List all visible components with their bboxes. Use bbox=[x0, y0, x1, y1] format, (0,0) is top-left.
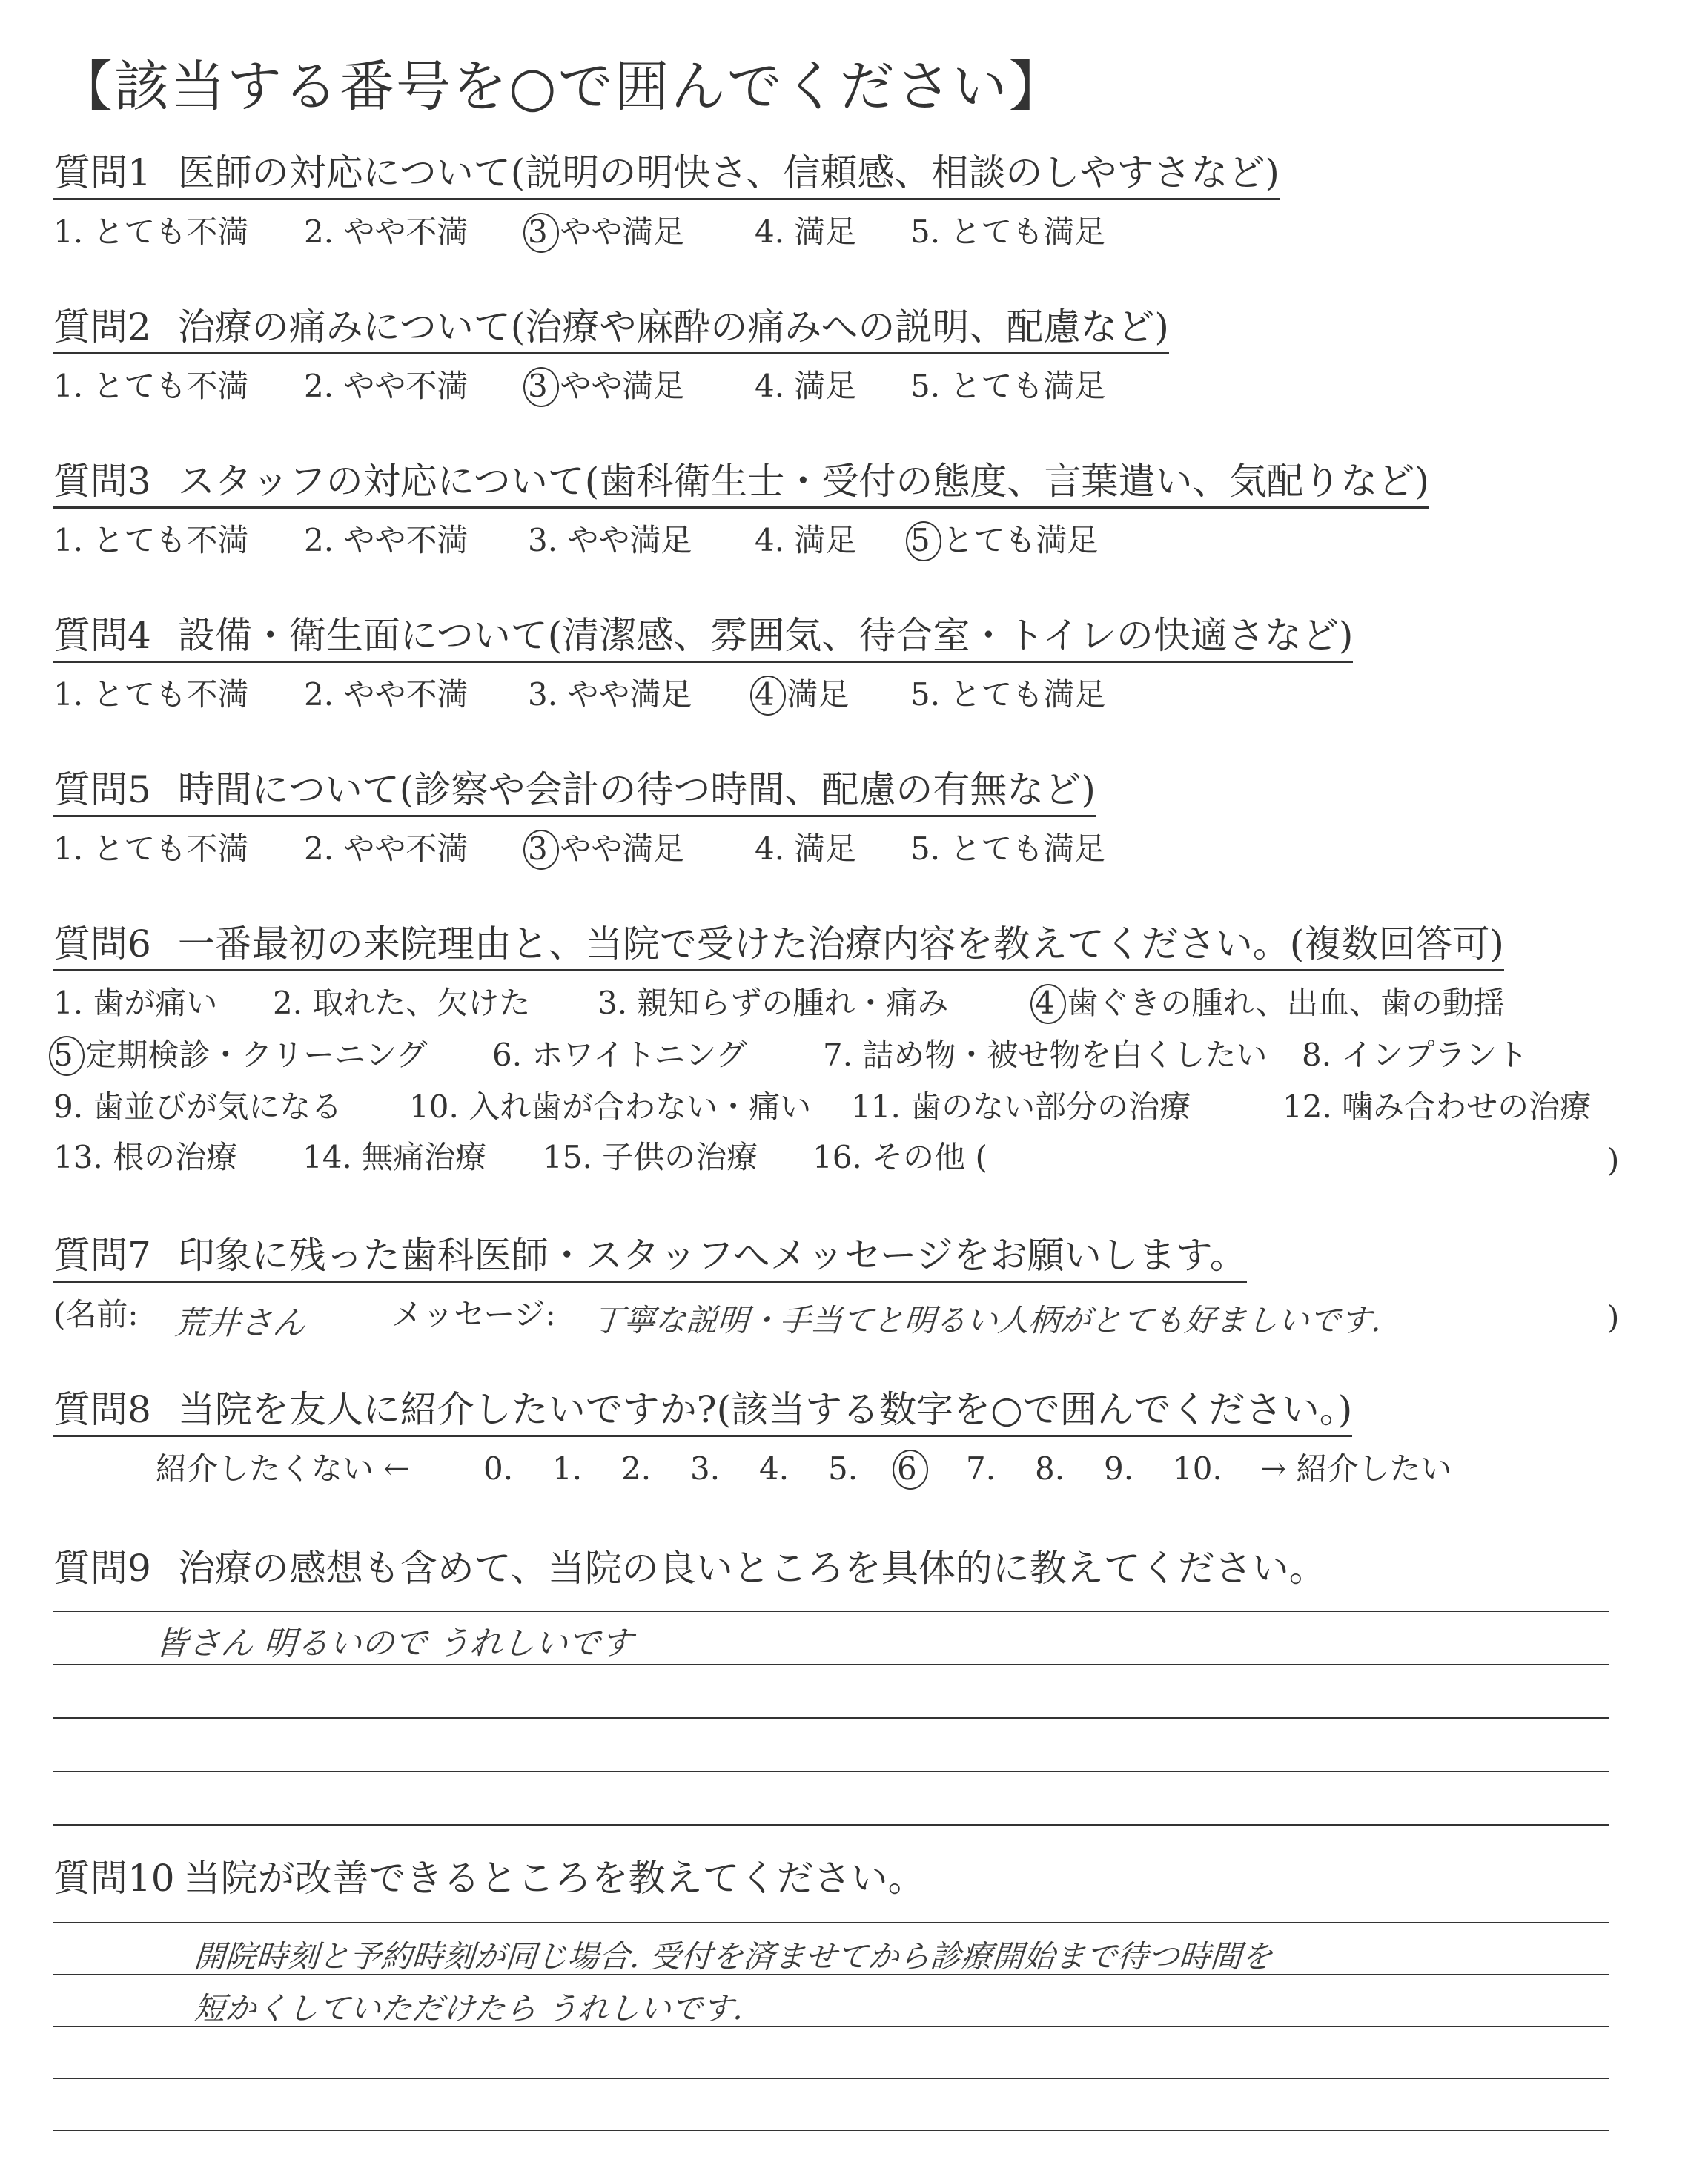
option-label: やや満足 bbox=[550, 830, 685, 867]
question-4-heading bbox=[53, 615, 1353, 663]
option-4 bbox=[755, 368, 857, 404]
option-label: とても不満 bbox=[83, 522, 249, 558]
option-label: とても不満 bbox=[83, 676, 249, 713]
question-5-heading bbox=[53, 769, 1096, 817]
q8-right-label: → 紹介したい bbox=[1260, 1450, 1452, 1487]
question-1-heading bbox=[53, 152, 1280, 200]
question-10-heading bbox=[53, 1857, 925, 1903]
q6-option bbox=[543, 1139, 758, 1175]
q6-option bbox=[1282, 1091, 1591, 1123]
q8-scale-7 bbox=[966, 1450, 996, 1487]
option-label: やや満足 bbox=[557, 522, 692, 558]
q6-option bbox=[851, 1091, 1191, 1123]
answer-line bbox=[53, 1974, 1609, 1975]
option-number: 5. bbox=[910, 214, 941, 250]
option-number: 4. bbox=[755, 368, 785, 404]
option-number: 2. bbox=[304, 214, 334, 250]
option-label: 歯が痛い bbox=[83, 985, 218, 1021]
option-number: 3 bbox=[528, 833, 550, 865]
option-number: 14. bbox=[302, 1139, 352, 1175]
option-number: 8. bbox=[1302, 1037, 1332, 1073]
question-3-heading bbox=[53, 460, 1429, 509]
option-number: 5. bbox=[828, 1450, 858, 1487]
option-number: 4. bbox=[755, 214, 785, 250]
option-label: とても不満 bbox=[83, 214, 249, 250]
q6-option bbox=[598, 985, 949, 1021]
option-2 bbox=[304, 368, 469, 404]
option-number: 3 bbox=[528, 371, 550, 402]
option-label: とても満足 bbox=[940, 368, 1106, 404]
option-label: 歯のない部分の治療 bbox=[900, 1089, 1191, 1125]
q6-option bbox=[409, 1091, 811, 1123]
option-label: 親知らずの腫れ・痛み bbox=[627, 985, 949, 1021]
option-number: 10. bbox=[409, 1089, 459, 1125]
option-label: 歯ぐきの腫れ、出血、歯の動揺 bbox=[1057, 985, 1505, 1021]
q6-option bbox=[1035, 985, 1505, 1021]
option-label: とても不満 bbox=[83, 368, 249, 404]
q6-option bbox=[53, 1091, 342, 1123]
option-label: やや不満 bbox=[334, 676, 469, 713]
question-text: 当院を友人に紹介したいですか?(該当する数字を○で囲んでください。) bbox=[177, 1388, 1353, 1431]
q8-scale-5 bbox=[828, 1450, 858, 1487]
option-number: 10. bbox=[1173, 1450, 1222, 1487]
q8-scale-10 bbox=[1173, 1450, 1222, 1487]
option-number: 3. bbox=[528, 522, 558, 558]
q8-scale-9 bbox=[1104, 1450, 1134, 1487]
question-number: 質問5 bbox=[53, 768, 151, 811]
q8-scale-1 bbox=[552, 1450, 583, 1487]
option-number: 5. bbox=[910, 368, 941, 404]
option-4 bbox=[755, 830, 857, 867]
option-number: 5. bbox=[910, 676, 941, 713]
q8-scale-2 bbox=[621, 1450, 652, 1487]
answer-line bbox=[53, 2078, 1609, 2079]
option-label: やや満足 bbox=[557, 676, 692, 713]
option-label: 根の治療 bbox=[102, 1139, 238, 1175]
q6-option bbox=[273, 985, 531, 1021]
answer-line bbox=[53, 2130, 1609, 2131]
option-label: とても満足 bbox=[940, 676, 1106, 713]
option-4 bbox=[755, 676, 850, 713]
option-label: 満足 bbox=[784, 368, 857, 404]
q7-message-label: メッセージ: bbox=[391, 1296, 556, 1332]
option-5 bbox=[910, 830, 1106, 867]
option-label: やや不満 bbox=[334, 830, 469, 867]
option-number: 4. bbox=[755, 830, 785, 867]
q8-scale-8 bbox=[1035, 1450, 1065, 1487]
option-label: 満足 bbox=[784, 522, 857, 558]
question-text: 印象に残った歯科医師・スタッフへメッセージをお願いします。 bbox=[177, 1234, 1247, 1277]
option-label: とても満足 bbox=[940, 214, 1106, 250]
question-number: 質問6 bbox=[53, 922, 151, 965]
option-number: 4. bbox=[755, 522, 785, 558]
option-label: 満足 bbox=[784, 214, 857, 250]
option-label: 詰め物・被せ物を白くしたい bbox=[853, 1037, 1268, 1073]
question-number: 質問10 bbox=[53, 1857, 175, 1900]
option-number: 1. bbox=[53, 676, 84, 713]
option-number: 1. bbox=[53, 214, 84, 250]
option-2 bbox=[304, 214, 469, 250]
q8-left-label: 紹介したくない ← bbox=[156, 1450, 410, 1487]
option-2 bbox=[304, 522, 469, 558]
option-label: 子供の治療 bbox=[592, 1139, 758, 1175]
question-number: 質問1 bbox=[53, 151, 151, 194]
question-7-heading bbox=[53, 1235, 1247, 1283]
option-label: その他 ( bbox=[861, 1139, 987, 1175]
option-1 bbox=[53, 522, 249, 558]
option-4 bbox=[755, 214, 857, 250]
option-2 bbox=[304, 830, 469, 867]
question-text: 治療の感想も含めて、当院の良いところを具体的に教えてください。 bbox=[177, 1547, 1326, 1590]
question-number: 質問3 bbox=[53, 460, 151, 503]
q10-answer-line-2: 短かくしていただけたら うれしいです. bbox=[193, 1990, 745, 2027]
option-number: 7. bbox=[966, 1450, 996, 1487]
question-number: 質問2 bbox=[53, 305, 151, 349]
option-number: 4. bbox=[759, 1450, 790, 1487]
option-3 bbox=[528, 676, 692, 713]
question-number: 質問9 bbox=[53, 1547, 151, 1590]
option-number: 11. bbox=[851, 1089, 901, 1125]
q6-option bbox=[302, 1139, 487, 1175]
option-1 bbox=[53, 676, 249, 713]
answer-line bbox=[53, 1824, 1609, 1826]
q8-scale-3 bbox=[690, 1450, 721, 1487]
option-5 bbox=[910, 368, 1106, 404]
option-number: 15. bbox=[543, 1139, 592, 1175]
q7-name-label: (名前: bbox=[53, 1296, 139, 1332]
question-text: 一番最初の来院理由と、当院で受けた治療内容を教えてください。(複数回答可) bbox=[177, 922, 1504, 965]
question-8-heading bbox=[53, 1389, 1352, 1437]
option-number: 9. bbox=[1104, 1450, 1134, 1487]
answer-line bbox=[53, 1771, 1609, 1772]
question-6-heading bbox=[53, 923, 1504, 971]
option-number: 1. bbox=[53, 985, 84, 1021]
question-number: 質問7 bbox=[53, 1234, 151, 1277]
option-label: 無痛治療 bbox=[351, 1139, 487, 1175]
answer-line bbox=[53, 2026, 1609, 2027]
option-5 bbox=[910, 214, 1106, 250]
option-label: 定期検診・クリーニング bbox=[76, 1037, 428, 1073]
q6-option bbox=[1302, 1037, 1529, 1073]
option-number: 13. bbox=[53, 1139, 103, 1175]
q6-option bbox=[53, 1139, 238, 1175]
option-number: 2. bbox=[304, 368, 334, 404]
option-number: 3. bbox=[690, 1450, 721, 1487]
option-5 bbox=[910, 522, 1099, 558]
option-label: 満足 bbox=[784, 830, 857, 867]
option-label: やや不満 bbox=[334, 368, 469, 404]
option-label: やや不満 bbox=[334, 214, 469, 250]
option-number: 3. bbox=[598, 985, 628, 1021]
option-label: 満足 bbox=[777, 676, 850, 713]
question-text: スタッフの対応について(歯科衛生士・受付の態度、言葉遣い、気配りなど) bbox=[177, 460, 1429, 503]
q7-name-value: 荒井さん bbox=[173, 1304, 307, 1342]
option-1 bbox=[53, 214, 249, 250]
page-title: 【該当する番号を○で囲んでください】 bbox=[58, 55, 1065, 119]
q7-message-value: 丁寧な説明・手当てと明るい人柄がとても好ましいです. bbox=[592, 1302, 1383, 1338]
q10-answer-line-1: 開院時刻と予約時刻が同じ場合. 受付を済ませてから診療開始まで待つ時間を bbox=[193, 1938, 1274, 1975]
option-label: やや満足 bbox=[550, 368, 685, 404]
option-3 bbox=[528, 830, 685, 867]
answer-line bbox=[53, 1611, 1609, 1612]
option-label: インプラント bbox=[1331, 1037, 1529, 1073]
question-text: 設備・衛生面について(清潔感、雰囲気、待合室・トイレの快適さなど) bbox=[177, 614, 1354, 657]
option-label: やや満足 bbox=[550, 214, 685, 250]
option-1 bbox=[53, 368, 249, 404]
question-text: 当院が改善できるところを教えてください。 bbox=[183, 1857, 925, 1900]
q8-scale-6 bbox=[897, 1450, 919, 1487]
option-4 bbox=[755, 522, 857, 558]
option-label: とても不満 bbox=[83, 830, 249, 867]
option-label: とても満足 bbox=[940, 830, 1106, 867]
option-number: 7. bbox=[823, 1037, 853, 1073]
option-3 bbox=[528, 522, 692, 558]
option-number: 16. bbox=[812, 1139, 862, 1175]
option-3 bbox=[528, 214, 685, 250]
option-label: とても満足 bbox=[933, 522, 1099, 558]
q7-close-paren: ) bbox=[1607, 1299, 1620, 1335]
option-number: 1. bbox=[552, 1450, 583, 1487]
option-number: 2. bbox=[304, 676, 334, 713]
q6-option bbox=[53, 1037, 428, 1073]
question-9-heading bbox=[53, 1548, 1326, 1593]
option-number: 0. bbox=[483, 1450, 514, 1487]
option-number: 2. bbox=[304, 830, 334, 867]
option-number: 1. bbox=[53, 522, 84, 558]
q8-scale-0 bbox=[483, 1450, 514, 1487]
answer-line bbox=[53, 1664, 1609, 1665]
option-number: 3. bbox=[528, 676, 558, 713]
q6-option bbox=[53, 985, 218, 1021]
question-text: 治療の痛みについて(治療や麻酔の痛みへの説明、配慮など) bbox=[177, 305, 1169, 349]
question-text: 医師の対応について(説明の明快さ、信頼感、相談のしやすさなど) bbox=[177, 151, 1280, 194]
answer-line bbox=[53, 1922, 1609, 1923]
option-number: 5 bbox=[910, 525, 933, 556]
answer-line bbox=[53, 1717, 1609, 1719]
question-text: 時間について(診察や会計の待つ時間、配慮の有無など) bbox=[177, 768, 1096, 811]
option-number: 2. bbox=[621, 1450, 652, 1487]
question-number: 質問4 bbox=[53, 614, 151, 657]
q6-option bbox=[823, 1037, 1268, 1073]
option-3 bbox=[528, 368, 685, 404]
option-1 bbox=[53, 830, 249, 867]
option-label: 取れた、欠けた bbox=[302, 985, 531, 1021]
question-number: 質問8 bbox=[53, 1388, 151, 1431]
option-2 bbox=[304, 676, 469, 713]
option-5 bbox=[910, 676, 1106, 713]
option-number: 2. bbox=[304, 522, 334, 558]
option-number: 1. bbox=[53, 830, 84, 867]
option-label: ホワイトニング bbox=[522, 1037, 747, 1073]
option-label: 噛み合わせの治療 bbox=[1331, 1089, 1592, 1125]
option-number: 3 bbox=[528, 217, 550, 248]
option-label: やや不満 bbox=[334, 522, 469, 558]
q8-scale-4 bbox=[759, 1450, 790, 1487]
option-number: 6 bbox=[897, 1453, 919, 1484]
question-2-heading bbox=[53, 306, 1169, 354]
option-number: 6. bbox=[492, 1037, 523, 1073]
option-number: 2. bbox=[273, 985, 303, 1021]
option-number: 4 bbox=[1035, 988, 1057, 1019]
q6-option bbox=[812, 1139, 987, 1175]
other-close-paren: ) bbox=[1607, 1142, 1620, 1178]
option-number: 5 bbox=[53, 1040, 76, 1071]
option-number: 1. bbox=[53, 368, 84, 404]
q9-answer: 皆さん 明るいので うれしいです bbox=[153, 1625, 635, 1662]
option-label: 歯並びが気になる bbox=[83, 1089, 342, 1125]
option-number: 5. bbox=[910, 830, 941, 867]
option-label: 入れ歯が合わない・痛い bbox=[458, 1089, 812, 1125]
q6-option bbox=[492, 1037, 747, 1073]
option-number: 12. bbox=[1282, 1089, 1332, 1125]
option-number: 8. bbox=[1035, 1450, 1065, 1487]
option-number: 4 bbox=[755, 679, 777, 710]
option-number: 9. bbox=[53, 1089, 84, 1125]
